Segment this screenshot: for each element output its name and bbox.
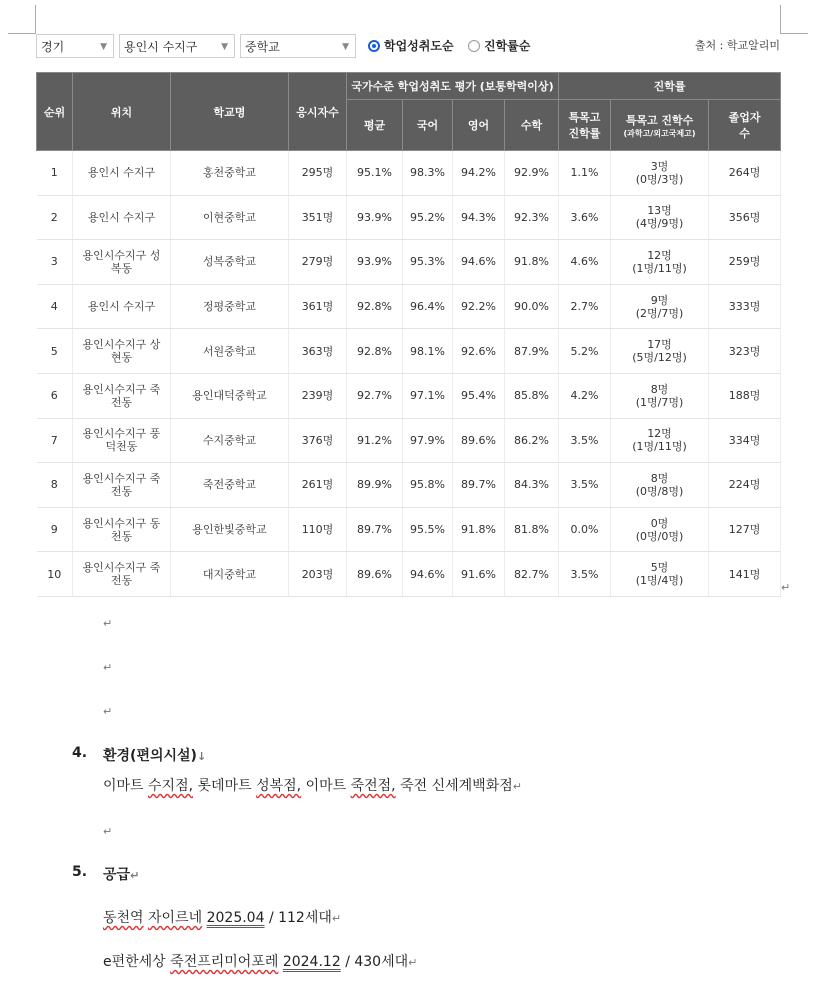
header-special-rate-line1: 특목고 [568, 111, 601, 124]
sort-achievement-label: 학업성취도순 [384, 39, 454, 53]
cell-school: 죽전중학교 [171, 463, 289, 508]
cell-special-rate: 4.2% [559, 373, 611, 418]
cell-special-count-line1: 8명 [650, 471, 669, 485]
district-select-value: 용인시 수지구 [124, 40, 198, 54]
supply-line-1 [103, 907, 341, 927]
cell-location-line2: 전동 [110, 574, 133, 588]
cell-location-line1: 용인시수지구 죽 [82, 382, 161, 396]
cell-graduates: 356명 [709, 195, 781, 240]
cell-english: 91.6% [453, 552, 505, 597]
cell-special-count-line1: 9명 [650, 293, 669, 307]
page-corner-top-right [780, 5, 808, 34]
cell-school: 대지중학교 [171, 552, 289, 597]
cell-math: 91.8% [505, 240, 559, 285]
cell-special-count [611, 284, 709, 329]
cell-special-rate: 0.0% [559, 507, 611, 552]
header-english: 영어 [453, 100, 505, 151]
section-4-number: 4. [72, 745, 88, 761]
cell-korean: 94.6% [403, 552, 453, 597]
body-word: 죽전점, [350, 778, 396, 794]
cell-math: 92.9% [505, 151, 559, 196]
cell-special-count-line1: 17명 [647, 338, 672, 352]
cell-examinees: 295명 [289, 151, 347, 196]
header-avg: 평균 [347, 100, 403, 151]
supply-name: 죽전프리미어포레 [170, 954, 279, 970]
cell-math: 92.3% [505, 195, 559, 240]
empty-paragraph-mark: ↵ [103, 705, 113, 718]
supply-line-2 [103, 951, 417, 971]
cell-examinees: 351명 [289, 195, 347, 240]
table-row [37, 373, 781, 418]
cell-special-count-line1: 13명 [647, 204, 672, 218]
cell-school: 용인한빛중학교 [171, 507, 289, 552]
cell-school: 홍천중학교 [171, 151, 289, 196]
cell-rank: 9 [37, 507, 73, 552]
cell-location [73, 151, 171, 196]
body-word: 수지점, [148, 778, 194, 794]
header-math: 수학 [505, 100, 559, 151]
cell-special-count-line1: 5명 [650, 561, 669, 575]
table-row [37, 463, 781, 508]
cell-avg: 93.9% [347, 240, 403, 285]
body-word: 이마트 [103, 778, 144, 794]
cell-avg: 89.9% [347, 463, 403, 508]
sort-achievement-radio[interactable] [368, 36, 454, 56]
cell-location-line1: 용인시수지구 성 [82, 248, 161, 262]
cell-graduates: 259명 [709, 240, 781, 285]
cell-math: 82.7% [505, 552, 559, 597]
cell-location [73, 552, 171, 597]
cell-school: 성복중학교 [171, 240, 289, 285]
cell-special-count [611, 151, 709, 196]
cell-location [73, 284, 171, 329]
cell-graduates: 127명 [709, 507, 781, 552]
cell-special-rate: 3.5% [559, 552, 611, 597]
cell-location-line1: 용인시수지구 죽 [82, 471, 161, 485]
cell-graduates: 323명 [709, 329, 781, 374]
header-special-rate-line2: 진학률 [568, 127, 601, 140]
cell-rank: 10 [37, 552, 73, 597]
cell-math: 86.2% [505, 418, 559, 463]
supply-name: e편한세상 [103, 954, 166, 970]
cell-location-line2: 천동 [110, 529, 133, 543]
filter-bar [36, 34, 780, 60]
empty-paragraph-mark: ↵ [103, 825, 113, 838]
cell-english: 92.2% [453, 284, 505, 329]
cell-avg: 91.2% [347, 418, 403, 463]
section-4-title-text: 환경(편의시설) [103, 748, 197, 764]
cell-location-line1: 용인시수지구 동 [82, 516, 161, 530]
header-graduates [709, 100, 781, 151]
cell-rank: 7 [37, 418, 73, 463]
cell-korean: 97.9% [403, 418, 453, 463]
cell-location [73, 418, 171, 463]
cell-special-count-line2: (2명/7명) [635, 306, 684, 320]
cell-english: 89.7% [453, 463, 505, 508]
cell-special-count-line2: (4명/9명) [635, 217, 684, 231]
table-row [37, 507, 781, 552]
cell-examinees: 261명 [289, 463, 347, 508]
cell-school: 정평중학교 [171, 284, 289, 329]
cell-special-count [611, 240, 709, 285]
header-group-achievement: 국가수준 학업성취도 평가 (보통학력이상) [347, 73, 559, 100]
source-label: 출처 : 학교알리미 [694, 39, 780, 52]
cell-special-count-line2: (1명/7명) [635, 395, 684, 409]
cell-english: 94.6% [453, 240, 505, 285]
cell-graduates: 141명 [709, 552, 781, 597]
cell-rank: 4 [37, 284, 73, 329]
cell-special-count [611, 195, 709, 240]
cell-examinees: 279명 [289, 240, 347, 285]
school-ranking-table [36, 72, 781, 597]
cell-special-count-line1: 3명 [650, 159, 669, 173]
cell-location [73, 463, 171, 508]
cell-avg: 92.8% [347, 329, 403, 374]
cell-location-line2: 현동 [110, 351, 133, 365]
cell-special-count [611, 507, 709, 552]
cell-english: 94.3% [453, 195, 505, 240]
cell-special-rate: 5.2% [559, 329, 611, 374]
cell-location-line1: 용인시수지구 죽 [82, 561, 161, 575]
sort-progress-radio[interactable] [468, 36, 530, 56]
cell-examinees: 110명 [289, 507, 347, 552]
cell-english: 94.2% [453, 151, 505, 196]
cell-location-line1: 용인시수지구 상 [82, 338, 161, 352]
header-group-progress: 진학률 [559, 73, 781, 100]
cell-special-count-line1: 8명 [650, 382, 669, 396]
cell-special-count-line1: 12명 [647, 248, 672, 262]
cell-korean: 98.3% [403, 151, 453, 196]
paragraph-mark: ↵ [408, 956, 418, 969]
cell-special-rate: 4.6% [559, 240, 611, 285]
district-select[interactable] [119, 34, 235, 58]
cell-avg: 92.7% [347, 373, 403, 418]
cell-examinees: 376명 [289, 418, 347, 463]
cell-special-rate: 3.5% [559, 463, 611, 508]
cell-english: 92.6% [453, 329, 505, 374]
section-5-number: 5. [72, 864, 88, 880]
cell-math: 84.3% [505, 463, 559, 508]
cell-location [73, 195, 171, 240]
cell-avg: 93.9% [347, 195, 403, 240]
cell-location-line2: 전동 [110, 395, 133, 409]
cell-location-line2: 복동 [110, 261, 133, 275]
line-break-mark: ↓ [196, 750, 207, 763]
cell-korean: 95.8% [403, 463, 453, 508]
cell-special-count-line2: (1명/4명) [635, 574, 684, 588]
supply-date: 2024.12 [282, 954, 341, 970]
cell-korean: 95.2% [403, 195, 453, 240]
cell-special-count-line2: (0명/3명) [635, 172, 684, 186]
page-corner-top-left [8, 5, 36, 34]
cell-special-rate: 1.1% [559, 151, 611, 196]
cell-rank: 1 [37, 151, 73, 196]
supply-date: 2025.04 [206, 910, 265, 926]
table-row [37, 240, 781, 285]
cell-special-count [611, 463, 709, 508]
cell-special-count [611, 329, 709, 374]
section-4-body [103, 775, 522, 795]
table-row [37, 552, 781, 597]
cell-rank: 2 [37, 195, 73, 240]
body-word: 롯데마트 [197, 778, 252, 794]
cell-examinees: 203명 [289, 552, 347, 597]
table-row [37, 329, 781, 374]
cell-math: 85.8% [505, 373, 559, 418]
header-special-rate [559, 100, 611, 151]
header-examinees: 응시자수 [289, 73, 347, 151]
table-row [37, 195, 781, 240]
cell-examinees: 361명 [289, 284, 347, 329]
cell-korean: 96.4% [403, 284, 453, 329]
table-row [37, 284, 781, 329]
cell-location-line1: 용인시 수지구 [87, 210, 156, 224]
cell-examinees: 363명 [289, 329, 347, 374]
cell-graduates: 333명 [709, 284, 781, 329]
cell-graduates: 264명 [709, 151, 781, 196]
cell-avg: 95.1% [347, 151, 403, 196]
paragraph-mark: ↵ [130, 869, 140, 882]
cell-location [73, 507, 171, 552]
cell-school: 용인대덕중학교 [171, 373, 289, 418]
cell-rank: 3 [37, 240, 73, 285]
cell-location-line2: 덕천동 [105, 440, 138, 454]
supply-name: 동천역 [103, 910, 144, 926]
cell-special-rate: 3.6% [559, 195, 611, 240]
header-graduates-line2: 수 [739, 127, 750, 140]
chevron-down-icon: ▼ [221, 42, 228, 52]
cell-location [73, 240, 171, 285]
table-row [37, 151, 781, 196]
chevron-down-icon: ▼ [100, 42, 107, 52]
empty-paragraph-mark: ↵ [103, 661, 113, 674]
cell-avg: 89.6% [347, 552, 403, 597]
cell-korean: 98.1% [403, 329, 453, 374]
cell-korean: 95.5% [403, 507, 453, 552]
cell-location [73, 329, 171, 374]
section-5-title-text: 공급 [103, 867, 131, 883]
region-select[interactable] [36, 34, 114, 58]
table-row [37, 418, 781, 463]
cell-examinees: 239명 [289, 373, 347, 418]
cell-special-count-line1: 12명 [647, 427, 672, 441]
cell-rank: 5 [37, 329, 73, 374]
cell-avg: 89.7% [347, 507, 403, 552]
cell-special-count [611, 418, 709, 463]
cell-location [73, 373, 171, 418]
cell-graduates: 334명 [709, 418, 781, 463]
cell-graduates: 188명 [709, 373, 781, 418]
section-4-title [103, 745, 206, 765]
empty-paragraph-mark: ↵ [103, 617, 113, 630]
supply-units: / 430세대 [345, 954, 409, 970]
cell-graduates: 224명 [709, 463, 781, 508]
cell-school: 서원중학교 [171, 329, 289, 374]
cell-english: 95.4% [453, 373, 505, 418]
cell-special-count-line2: (5명/12명) [632, 351, 687, 365]
header-rank: 순위 [37, 73, 73, 151]
cell-special-count-line2: (0명/8명) [635, 484, 684, 498]
chevron-down-icon: ▼ [342, 42, 349, 52]
paragraph-mark: ↵ [512, 780, 522, 793]
cell-special-count-line2: (0명/0명) [635, 529, 684, 543]
cell-special-count-line2: (1명/11명) [632, 261, 687, 275]
header-school: 학교명 [171, 73, 289, 151]
cell-location-line1: 용인시 수지구 [87, 166, 156, 180]
body-word: 신세계백화점 [431, 778, 513, 794]
radio-selected-icon [368, 40, 380, 52]
supply-units: / 112세대 [268, 910, 332, 926]
header-special-count-line2: (과학고/외고국제고) [623, 128, 696, 138]
level-select-value: 중학교 [245, 40, 280, 54]
supply-name: 자이르네 [148, 910, 203, 926]
header-korean: 국어 [403, 100, 453, 151]
header-graduates-line1: 졸업자 [728, 111, 761, 124]
cell-korean: 95.3% [403, 240, 453, 285]
cell-school: 이현중학교 [171, 195, 289, 240]
cell-math: 81.8% [505, 507, 559, 552]
cell-math: 90.0% [505, 284, 559, 329]
level-select[interactable] [240, 34, 356, 58]
header-special-count-line1: 특목고 진학수 [625, 113, 694, 127]
paragraph-mark: ↵ [331, 912, 342, 925]
cell-avg: 92.8% [347, 284, 403, 329]
cell-english: 89.6% [453, 418, 505, 463]
sort-progress-label: 진학률순 [484, 39, 531, 53]
cell-special-rate: 3.5% [559, 418, 611, 463]
header-location: 위치 [73, 73, 171, 151]
section-5-title [103, 864, 139, 884]
header-special-count [611, 100, 709, 151]
cell-math: 87.9% [505, 329, 559, 374]
cell-rank: 6 [37, 373, 73, 418]
cell-school: 수지중학교 [171, 418, 289, 463]
cell-english: 91.8% [453, 507, 505, 552]
cell-special-rate: 2.7% [559, 284, 611, 329]
radio-unselected-icon [468, 40, 480, 52]
cell-special-count-line1: 0명 [650, 516, 669, 530]
region-select-value: 경기 [41, 40, 65, 54]
cell-rank: 8 [37, 463, 73, 508]
cell-special-count [611, 552, 709, 597]
table-return-mark: ↵ [781, 581, 791, 594]
cell-location-line2: 전동 [110, 484, 133, 498]
cell-special-count-line2: (1명/11명) [632, 440, 687, 454]
cell-location-line1: 용인시 수지구 [87, 300, 156, 314]
cell-special-count [611, 373, 709, 418]
body-word: 성복점, [256, 778, 302, 794]
body-word: 이마트 [305, 778, 347, 794]
cell-korean: 97.1% [403, 373, 453, 418]
cell-location-line1: 용인시수지구 풍 [82, 427, 161, 441]
body-word: 죽전 [400, 778, 428, 794]
